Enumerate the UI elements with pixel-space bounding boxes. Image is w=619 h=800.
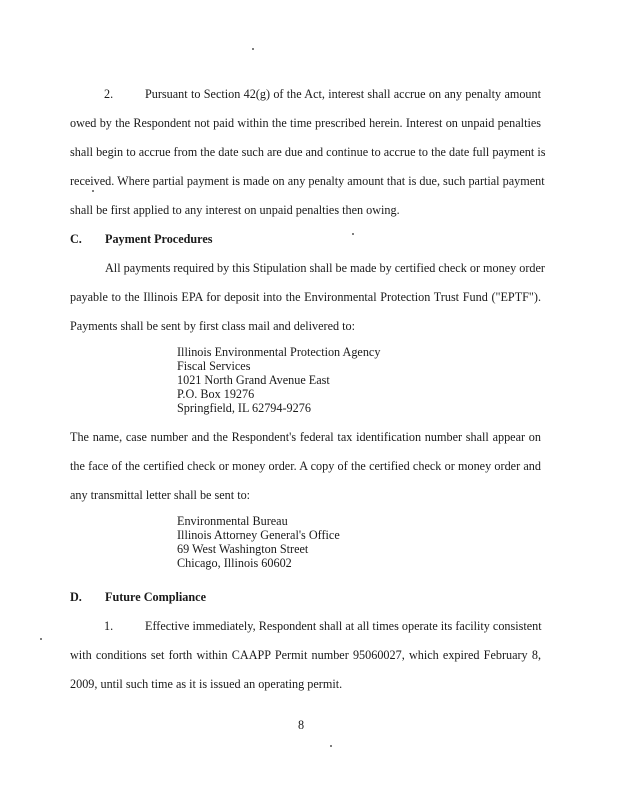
paragraph-line: the face of the certified check or money order. A copy of the certified check or money order and <box>70 459 541 473</box>
address-line: Fiscal Services <box>177 359 251 373</box>
address-line: Environmental Bureau <box>177 514 288 528</box>
section-title: Future Compliance <box>105 590 206 604</box>
paragraph-line: shall begin to accrue from the date such are due and continue to accrue to the date full payment is <box>70 145 546 159</box>
address-block-epa <box>177 345 380 415</box>
section-letter: C. <box>70 232 82 246</box>
paragraph-line: received. Where partial payment is made on any penalty amount that is due, such partial payment <box>70 174 545 188</box>
scan-speck <box>352 233 354 235</box>
paragraph-line: Pursuant to Section 42(g) of the Act, interest shall accrue on any penalty amount <box>145 87 541 101</box>
address-line: Springfield, IL 62794-9276 <box>177 401 311 415</box>
paragraph-line: All payments required by this Stipulation shall be made by certified check or money order <box>105 261 545 275</box>
section-letter: D. <box>70 590 82 604</box>
scan-speck <box>92 190 94 192</box>
scan-speck <box>330 745 332 747</box>
paragraph-line: The name, case number and the Respondent's federal tax identification number shall appear on <box>70 430 541 444</box>
address-line: 69 West Washington Street <box>177 542 309 556</box>
paragraph-number: 1. <box>104 619 114 633</box>
address-line: Illinois Environmental Protection Agency <box>177 345 381 359</box>
address-line: Chicago, Illinois 60602 <box>177 556 292 570</box>
paragraph-line: shall be first applied to any interest on unpaid penalties then owing. <box>70 203 400 217</box>
paragraph-line: Payments shall be sent by first class mail and delivered to: <box>70 319 355 333</box>
section-title: Payment Procedures <box>105 232 213 246</box>
scan-speck <box>40 638 42 640</box>
paragraph-line: payable to the Illinois EPA for deposit into the Environmental Protection Trust Fund ("EPTF"). <box>70 290 541 304</box>
paragraph-line: any transmittal letter shall be sent to: <box>70 488 251 502</box>
address-line: Illinois Attorney General's Office <box>177 528 340 542</box>
paragraph-line: Effective immediately, Respondent shall at all times operate its facility consistent <box>145 619 542 633</box>
paragraph-line: with conditions set forth within CAAPP Permit number 95060027, which expired February 8, <box>70 648 541 662</box>
address-block-attorney-general <box>177 514 340 570</box>
page-number: 8 <box>298 718 305 732</box>
paragraph-number: 2. <box>104 87 114 101</box>
paragraph-line: 2009, until such time as it is issued an operating permit. <box>70 677 343 691</box>
address-line: 1021 North Grand Avenue East <box>177 373 330 387</box>
scan-speck <box>252 48 254 50</box>
paragraph-line: owed by the Respondent not paid within the time prescribed herein. Interest on unpaid penalties <box>70 116 541 130</box>
address-line: P.O. Box 19276 <box>177 387 255 401</box>
